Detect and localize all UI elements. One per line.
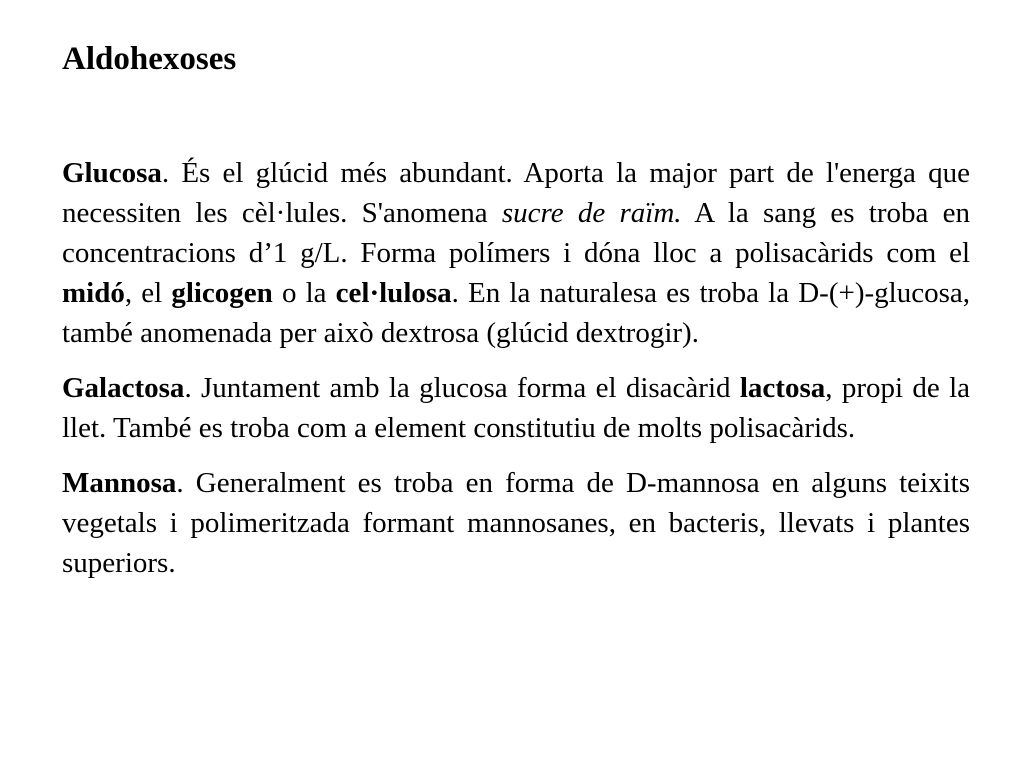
- text-segment: . Juntament amb la glucosa forma el disacàrid: [184, 372, 740, 404]
- text-segment: , propi de la llet. També es troba com a element constitutiu de molts polisacàrids.: [62, 372, 971, 444]
- text-segment: A la sang es troba en concentracions d’1 g/L. Forma polímers i dóna lloc a polisacàrids com el: [62, 197, 970, 269]
- term-glicogen: glicogen: [171, 277, 273, 309]
- text-segment: o la: [272, 277, 336, 309]
- term-galactosa: Galactosa: [62, 372, 185, 404]
- slide-title: Aldohexoses: [62, 41, 237, 77]
- text-segment: . En la naturalesa es troba la D-(+)-glucosa, també anomenada per això dextrosa (glúcid dextrogir).: [62, 277, 970, 349]
- text-segment: . És el glúcid més abundant. Aporta la major part de l'energa que necessiten les cèl·lules. S'anomena: [62, 157, 970, 229]
- paragraph-glucosa: [62, 153, 970, 353]
- paragraph-mannosa: [62, 463, 970, 583]
- slide-body: [62, 153, 970, 583]
- term-cellulosa: cel·lulosa: [335, 277, 452, 309]
- term-mannosa: Mannosa: [62, 467, 177, 499]
- paragraph-galactosa: [62, 368, 970, 448]
- term-glucosa: Glucosa: [62, 157, 162, 189]
- text-segment: , el: [124, 277, 172, 309]
- text-segment: . Generalment es troba en forma de D-mannosa en alguns teixits vegetals i polimeritzada formant mannosanes, en bacteris, llevats i plantes superiors.: [62, 467, 970, 579]
- term-mido: midó: [62, 277, 125, 309]
- term-sucre-de-raim: sucre de raïm.: [501, 197, 682, 229]
- term-lactosa: lactosa: [739, 372, 826, 404]
